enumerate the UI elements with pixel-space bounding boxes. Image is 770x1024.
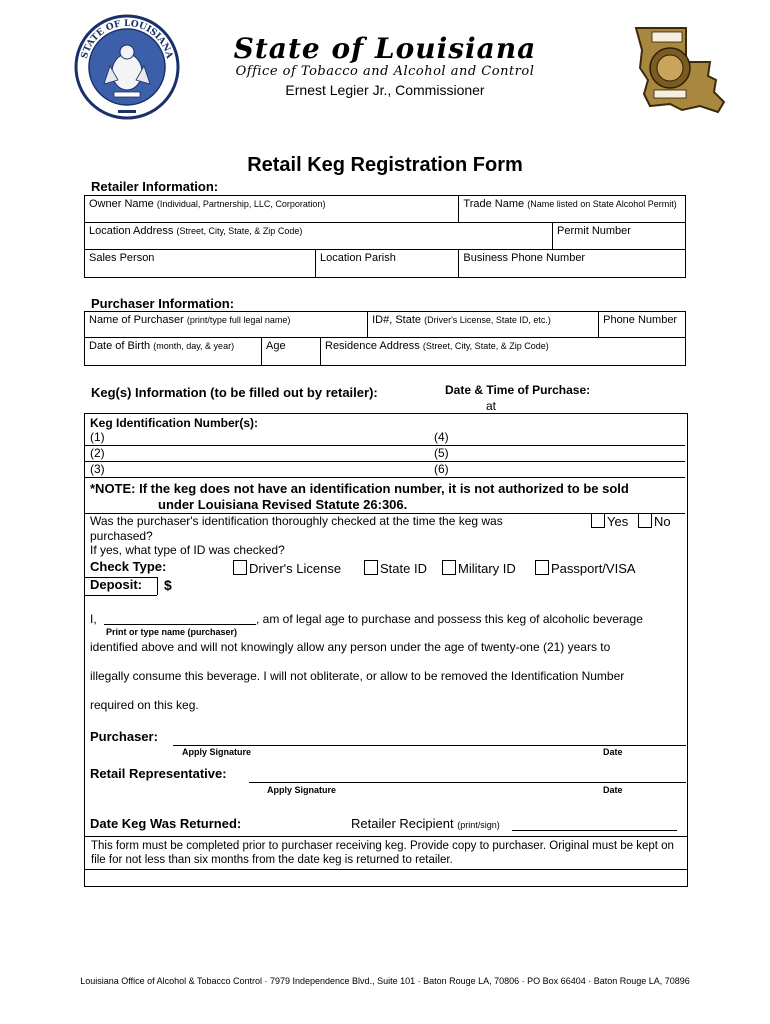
purchaser-sign-label: Purchaser:: [90, 729, 158, 744]
permit-number-field[interactable]: Permit Number: [553, 223, 686, 250]
print-name-caption: Print or type name (purchaser): [106, 627, 238, 637]
retail-rep-date-caption: Date: [603, 785, 623, 795]
retail-rep-label: Retail Representative:: [90, 766, 227, 781]
note-line-1: *NOTE: If the keg does not have an identification number, it is not authorized to be sold: [90, 481, 629, 496]
retailer-recipient-label: Retailer Recipient (print/sign): [351, 816, 500, 831]
location-address-field[interactable]: Location Address (Street, City, State, & Zip Code): [85, 223, 553, 250]
id-type-drivers-license[interactable]: Driver's License: [233, 560, 341, 576]
date-time-label: Date & Time of Purchase:: [445, 383, 591, 397]
state-title: State of Louisiana: [233, 32, 537, 65]
date-time-at: at: [486, 399, 497, 413]
business-phone-field[interactable]: Business Phone Number: [459, 250, 686, 278]
retailer-recipient-line[interactable]: [512, 830, 677, 831]
purchaser-heading: Purchaser Information:: [91, 296, 235, 311]
purchaser-dob-field[interactable]: Date of Birth (month, day, & year): [85, 338, 262, 366]
date-returned-label: Date Keg Was Returned:: [90, 816, 242, 831]
yes-option[interactable]: Yes: [591, 513, 628, 529]
keg-rule-2: [85, 461, 685, 462]
keg-slot-6[interactable]: (6): [434, 462, 449, 476]
id-question-line-2: purchased?: [90, 529, 153, 543]
id-question-line-1: Was the purchaser's identification thoroughly checked at the time the keg was: [90, 514, 503, 528]
keg-slot-1[interactable]: (1): [90, 430, 105, 444]
retail-rep-signature-line[interactable]: [249, 782, 686, 783]
purchaser-name-field[interactable]: Name of Purchaser (print/type full legal name): [85, 312, 368, 338]
footer-address: Louisiana Office of Alcohol & Tobacco Control · 7979 Independence Blvd., Suite 101 · Baton Rouge LA, 70806 · PO Box 66404 · Baton Rouge LA, 70896: [80, 976, 690, 986]
id-type-state-id[interactable]: State ID: [364, 560, 427, 576]
id-type-question: If yes, what type of ID was checked?: [90, 543, 285, 557]
purchaser-age-field[interactable]: Age: [262, 338, 321, 366]
completion-notice: This form must be completed prior to purchaser receiving keg. Provide copy to purchaser. Original must be kept on file for not less than six months from the date keg is returned to retailer.: [84, 836, 688, 870]
yes-checkbox[interactable]: [591, 513, 605, 528]
passport-checkbox[interactable]: [535, 560, 549, 575]
deposit-label: Deposit:: [90, 577, 142, 592]
keg-slot-2[interactable]: (2): [90, 446, 105, 460]
retailer-table: [84, 195, 686, 278]
seal-text: STATE OF LOUISIANA: [79, 18, 175, 60]
purchaser-id-field[interactable]: ID#, State (Driver's License, State ID, etc.): [368, 312, 599, 338]
statement-line-3: illegally consume this beverage. I will not obliterate, or allow to be removed the Identification Number: [90, 669, 625, 683]
military-id-checkbox[interactable]: [442, 560, 456, 575]
owner-name-field[interactable]: Owner Name (Individual, Partnership, LLC, Corporation): [85, 196, 459, 223]
no-option[interactable]: No: [638, 513, 671, 529]
sales-person-field[interactable]: Sales Person: [85, 250, 316, 278]
note-line-2: under Louisiana Revised Statute 26:306.: [158, 497, 408, 512]
purchaser-date-caption: Date: [603, 747, 623, 757]
deposit-field[interactable]: $: [164, 577, 172, 593]
purchaser-print-name-line[interactable]: [104, 624, 256, 625]
form-title: Retail Keg Registration Form: [247, 154, 523, 176]
keg-rule-1: [85, 445, 685, 446]
drivers-license-checkbox[interactable]: [233, 560, 247, 575]
id-type-military-id[interactable]: Military ID: [442, 560, 516, 576]
deposit-bottom-rule: [85, 595, 157, 596]
state-id-checkbox[interactable]: [364, 560, 378, 575]
location-parish-field[interactable]: Location Parish: [316, 250, 459, 278]
keg-heading: Keg(s) Information (to be filled out by retailer):: [91, 385, 378, 400]
keg-rule-3: [85, 477, 685, 478]
check-type-label: Check Type:: [90, 559, 167, 574]
keg-slot-5[interactable]: (5): [434, 446, 449, 460]
statement-line-1: , am of legal age to purchase and possess this keg of alcoholic beverage: [256, 612, 643, 626]
office-title: Office of Tobacco and Alcohol and Control: [235, 64, 535, 79]
purchaser-apply-signature: Apply Signature: [182, 747, 252, 757]
purchaser-signature-line[interactable]: [173, 745, 686, 746]
keg-slot-4[interactable]: (4): [434, 430, 449, 444]
statement-line-4: required on this keg.: [90, 698, 199, 712]
keg-id-label: Keg Identification Number(s):: [90, 416, 259, 430]
statement-i: I,: [90, 612, 97, 626]
keg-slot-3[interactable]: (3): [90, 462, 105, 476]
commissioner-name: Ernest Legier Jr., Commissioner: [285, 82, 485, 98]
id-type-passport[interactable]: Passport/VISA: [535, 560, 636, 576]
retail-rep-apply-signature: Apply Signature: [267, 785, 337, 795]
purchaser-table: [84, 311, 686, 366]
deposit-divider: [157, 577, 158, 595]
no-checkbox[interactable]: [638, 513, 652, 528]
statement-line-2: identified above and will not knowingly allow any person under the age of twenty-one (21) years to: [90, 640, 611, 654]
purchaser-phone-field[interactable]: Phone Number: [599, 312, 686, 338]
retailer-heading: Retailer Information:: [91, 179, 219, 194]
purchaser-residence-field[interactable]: Residence Address (Street, City, State, & Zip Code): [321, 338, 686, 366]
trade-name-field[interactable]: Trade Name (Name listed on State Alcohol Permit): [459, 196, 686, 223]
